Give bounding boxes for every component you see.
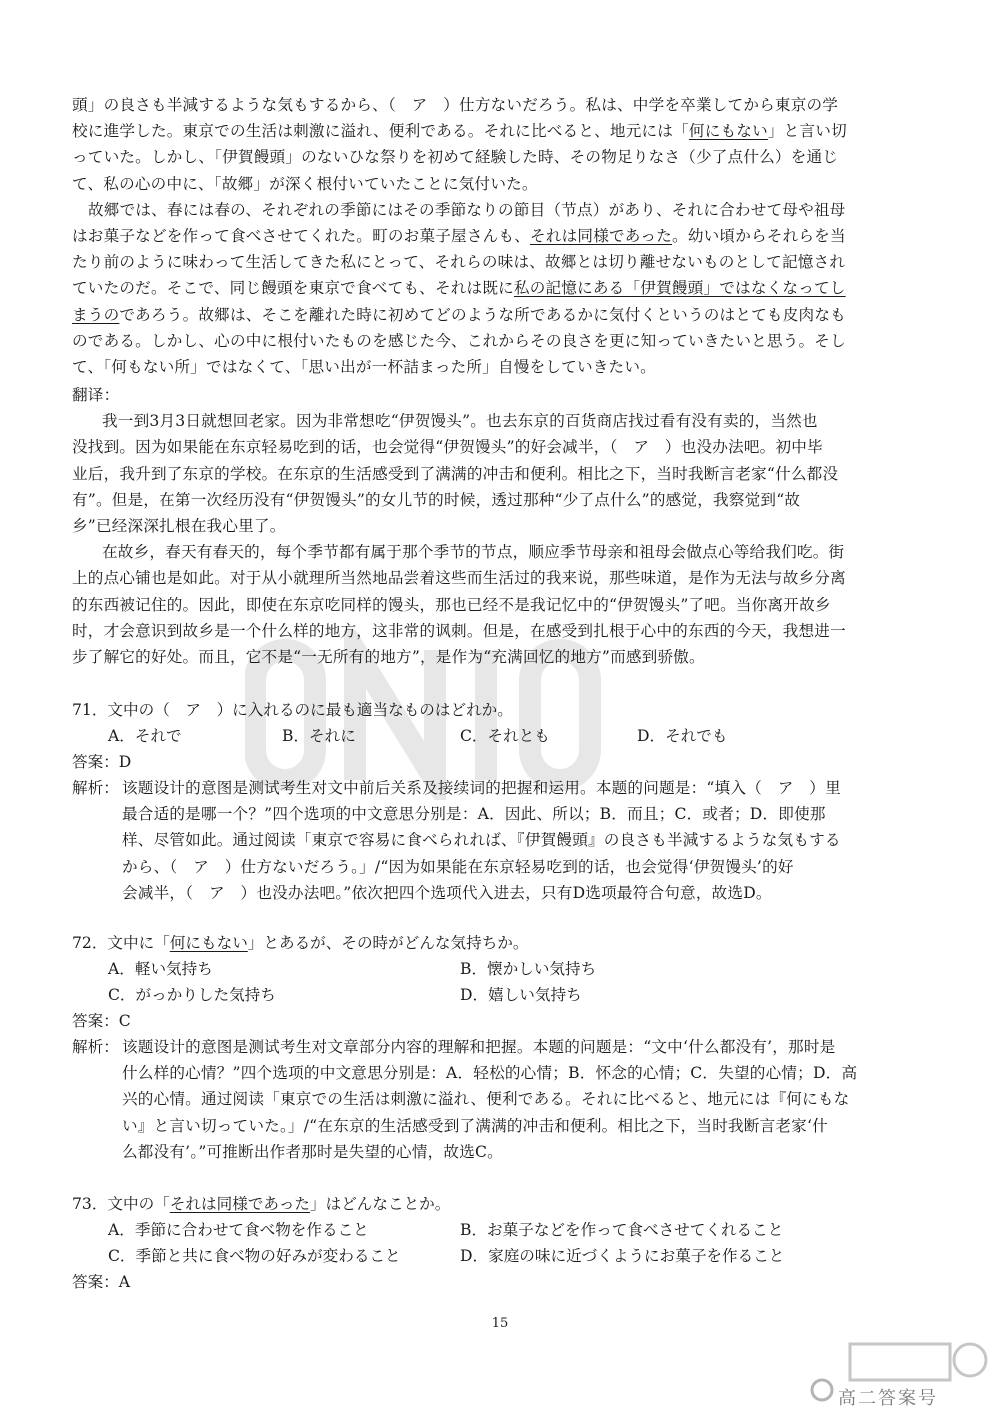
question-71-stem: 71．文中の（ ア ）に入れるのに最も適当なものはどれか。 (72, 701, 513, 719)
analysis-line: 样、尽管如此。通过阅读「東京で容易に食べられれば、『伊賀饅頭』の良さも半減するような気もする (122, 831, 841, 850)
option-d: D．家庭の味に近づくようにお菓子を作ること (460, 1247, 785, 1265)
analysis-label: 解析： (72, 779, 119, 797)
translation-line: 有”。但是，在第一次经历没有“伊贺馒头”的女儿节的时候，透过那种“少了点什么”的感觉，我察觉到“故 (72, 490, 801, 509)
question-71-options (72, 723, 932, 749)
translation-line: 没找到。因为如果能在东京轻易吃到的话，也会觉得“伊贺馒头”的好会减半，（ ア ）也没办法吧。初中毕 (72, 438, 823, 457)
option-b: B．それに (282, 727, 356, 745)
translation-line: 我一到3月3日就想回老家。因为非常想吃“伊贺馒头”。也去东京的百货商店找过看有没有卖的，当然也 (102, 412, 818, 431)
underlined-phrase: それは同様であった (169, 1195, 311, 1213)
option-c: C．季節と共に食べ物の好みが変わること (108, 1247, 401, 1265)
question-73-answer: 答案：A (72, 1273, 131, 1291)
translation-line: 时，才会意识到故乡是一个什么样的地方，这非常的讽刺。但是，在感受到扎根于心中的东西的今天，我想进一 (72, 621, 846, 640)
analysis-line: 什么样的心情？”四个选项的中文意思分别是：A．轻松的心情；B．怀念的心情；C．失望的心情；D．高 (122, 1064, 858, 1083)
translation-label: 翻译： (72, 386, 120, 404)
question-72-answer: 答案：C (72, 1012, 131, 1030)
passage-line: て、「何もない所」ではなくて、「思い出が一杯詰まった所」自慢をしていきたい。 (72, 357, 656, 376)
option-c: C．それとも (460, 727, 550, 745)
passage-line: て、私の心の中に、「故郷」が深く根付いていたことに気付いた。 (72, 174, 538, 193)
question-71-answer: 答案：D (72, 753, 132, 771)
option-d: D．それでも (637, 727, 728, 745)
page-number: 15 (491, 1316, 509, 1331)
analysis-line: 会减半，（ ア ）也没办法吧。”依次把四个选项代入进去，只有D选项最符合句意，故选D。 (122, 883, 772, 902)
underlined-phrase: 何にもない (688, 122, 768, 141)
question-72-options-row2 (72, 982, 932, 1008)
analysis-line: 该题设计的意图是测试考生对文章部分内容的理解和把握。本题的问题是：“文中‘什么都没有’，那时是 (122, 1038, 836, 1056)
analysis-line: から、（ ア ）仕方ないだろう。」/“因为如果能在东京轻易吃到的话，也会觉得‘伊贺馒头’的好 (122, 857, 794, 876)
underlined-phrase: まうの (72, 305, 120, 324)
option-a: A．それで (108, 727, 182, 745)
option-b: B．懐かしい気持ち (460, 960, 597, 978)
translation-line: 步了解它的好处。而且，它不是“一无所有的地方”，是作为“充满回忆的地方”而感到骄傲。 (72, 647, 705, 666)
question-73-options-row2 (72, 1243, 932, 1269)
passage-line: 故郷では、春には春の、それぞれの季節にはその季節なりの節目（节点）があり、それに合わせて母や祖母 (88, 200, 846, 219)
option-a: A．季節に合わせて食べ物を作ること (108, 1221, 369, 1239)
corner-watermark-text: 高二答案号 (838, 1388, 938, 1409)
translation (72, 382, 932, 670)
passage-line: はお菓子などを作って食べさせてくれた。町のお菓子屋さんも、それは同様であった。幼い頃からそれらを当 (72, 226, 846, 245)
option-d: D．嬉しい気持ち (460, 986, 582, 1004)
question-71-analysis (72, 775, 932, 906)
passage-line: たり前のように味わって生活してきた私にとって、それらの味は、故郷とは切り離せないものとして記憶され (72, 253, 846, 272)
question-72-stem: 72．文中に「何にもない」とあるが、その時がどんな気持ちか。 (72, 934, 529, 952)
option-b: B．お菓子などを作って食べさせてくれること (460, 1221, 784, 1239)
analysis-line: 最合适的是哪一个？”四个选项的中文意思分别是：A．因此、所以；B．而且；C．或者；D．即使那 (122, 805, 826, 824)
passage-line: のである。しかし、心の中に根付いたものを感じた今、これからその良さを更に知っていきたいと思う。そし (72, 331, 846, 350)
question-71 (72, 697, 932, 906)
analysis-line: 么都没有’。”可推断出作者那时是失望的心情，故选C。 (122, 1142, 503, 1161)
passage (72, 92, 932, 380)
question-73-options-row1 (72, 1217, 932, 1243)
question-73-stem: 73．文中の「それは同様であった」はどんなことか。 (72, 1195, 451, 1213)
passage-line: 頭」の良さも半減するような気もするから、（ ア ）仕方ないだろう。私は、中学を卒業してから東京の学 (72, 96, 839, 114)
question-72-options-row1 (72, 956, 932, 982)
analysis-label: 解析： (72, 1038, 119, 1056)
translation-line: 上的点心铺也是如此。对于从小就理所当然地品尝着这些而生活过的我来说，那些味道，是作为无法与故乡分离 (72, 569, 846, 588)
passage-line: 校に進学した。東京での生活は刺激に溢れ、便利である。それに比べると、地元には「何にもない」と言い切 (72, 122, 847, 141)
underlined-phrase: それは同様であった (530, 226, 673, 245)
passage-line: まうのであろう。故郷は、そこを離れた時に初めてどのような所であるかに気付くというのはとても皮肉なも (72, 305, 846, 324)
translation-line: 业后，我升到了东京的学校。在东京的生活感受到了满满的冲击和便利。相比之下，当时我断言老家“什么都没 (72, 464, 839, 483)
underlined-phrase: 何にもない (169, 934, 248, 952)
translation-line: 在故乡，春天有春天的，每个季节都有属于那个季节的节点，顺应季节母亲和祖母会做点心等给我们吃。街 (102, 543, 845, 562)
underlined-phrase: 私の記憶にある「伊賀饅頭」ではなくなってし (513, 279, 846, 298)
question-72 (72, 930, 932, 1165)
question-72-analysis (72, 1034, 932, 1165)
translation-line: 乡”已经深深扎根在我心里了。 (72, 516, 286, 535)
analysis-line: い』と言い切っていた。」/“在东京的生活感受到了满满的冲击和便利。相比之下，当时我断言老家‘什 (122, 1116, 828, 1135)
analysis-line: 兴的心情。通过阅读「東京での生活は刺激に溢れ、便利である。それに比べると、地元には『何にもな (122, 1090, 850, 1109)
analysis-line: 该题设计的意图是测试考生对文中前后关系及接续词的把握和运用。本题的问题是：“填入（ ア ）里 (122, 779, 841, 797)
passage-line: っていた。しかし、「伊賀饅頭」のないひな祭りを初めて経験した時、その物足りなさ（少了点什么）を通じ (72, 148, 839, 167)
option-c: C．がっかりした気持ち (108, 986, 276, 1004)
translation-line: 的东西被记住的。因此，即使在东京吃同样的馒头，那也已经不是我记忆中的“伊贺馒头”了吧。当你离开故乡 (72, 595, 831, 614)
question-73 (72, 1191, 932, 1295)
option-a: A．軽い気持ち (108, 960, 213, 978)
passage-line: ていたのだ。そこで、同じ饅頭を東京で食べても、それは既に私の記憶にある「伊賀饅頭」ではなくなってし (72, 279, 846, 298)
